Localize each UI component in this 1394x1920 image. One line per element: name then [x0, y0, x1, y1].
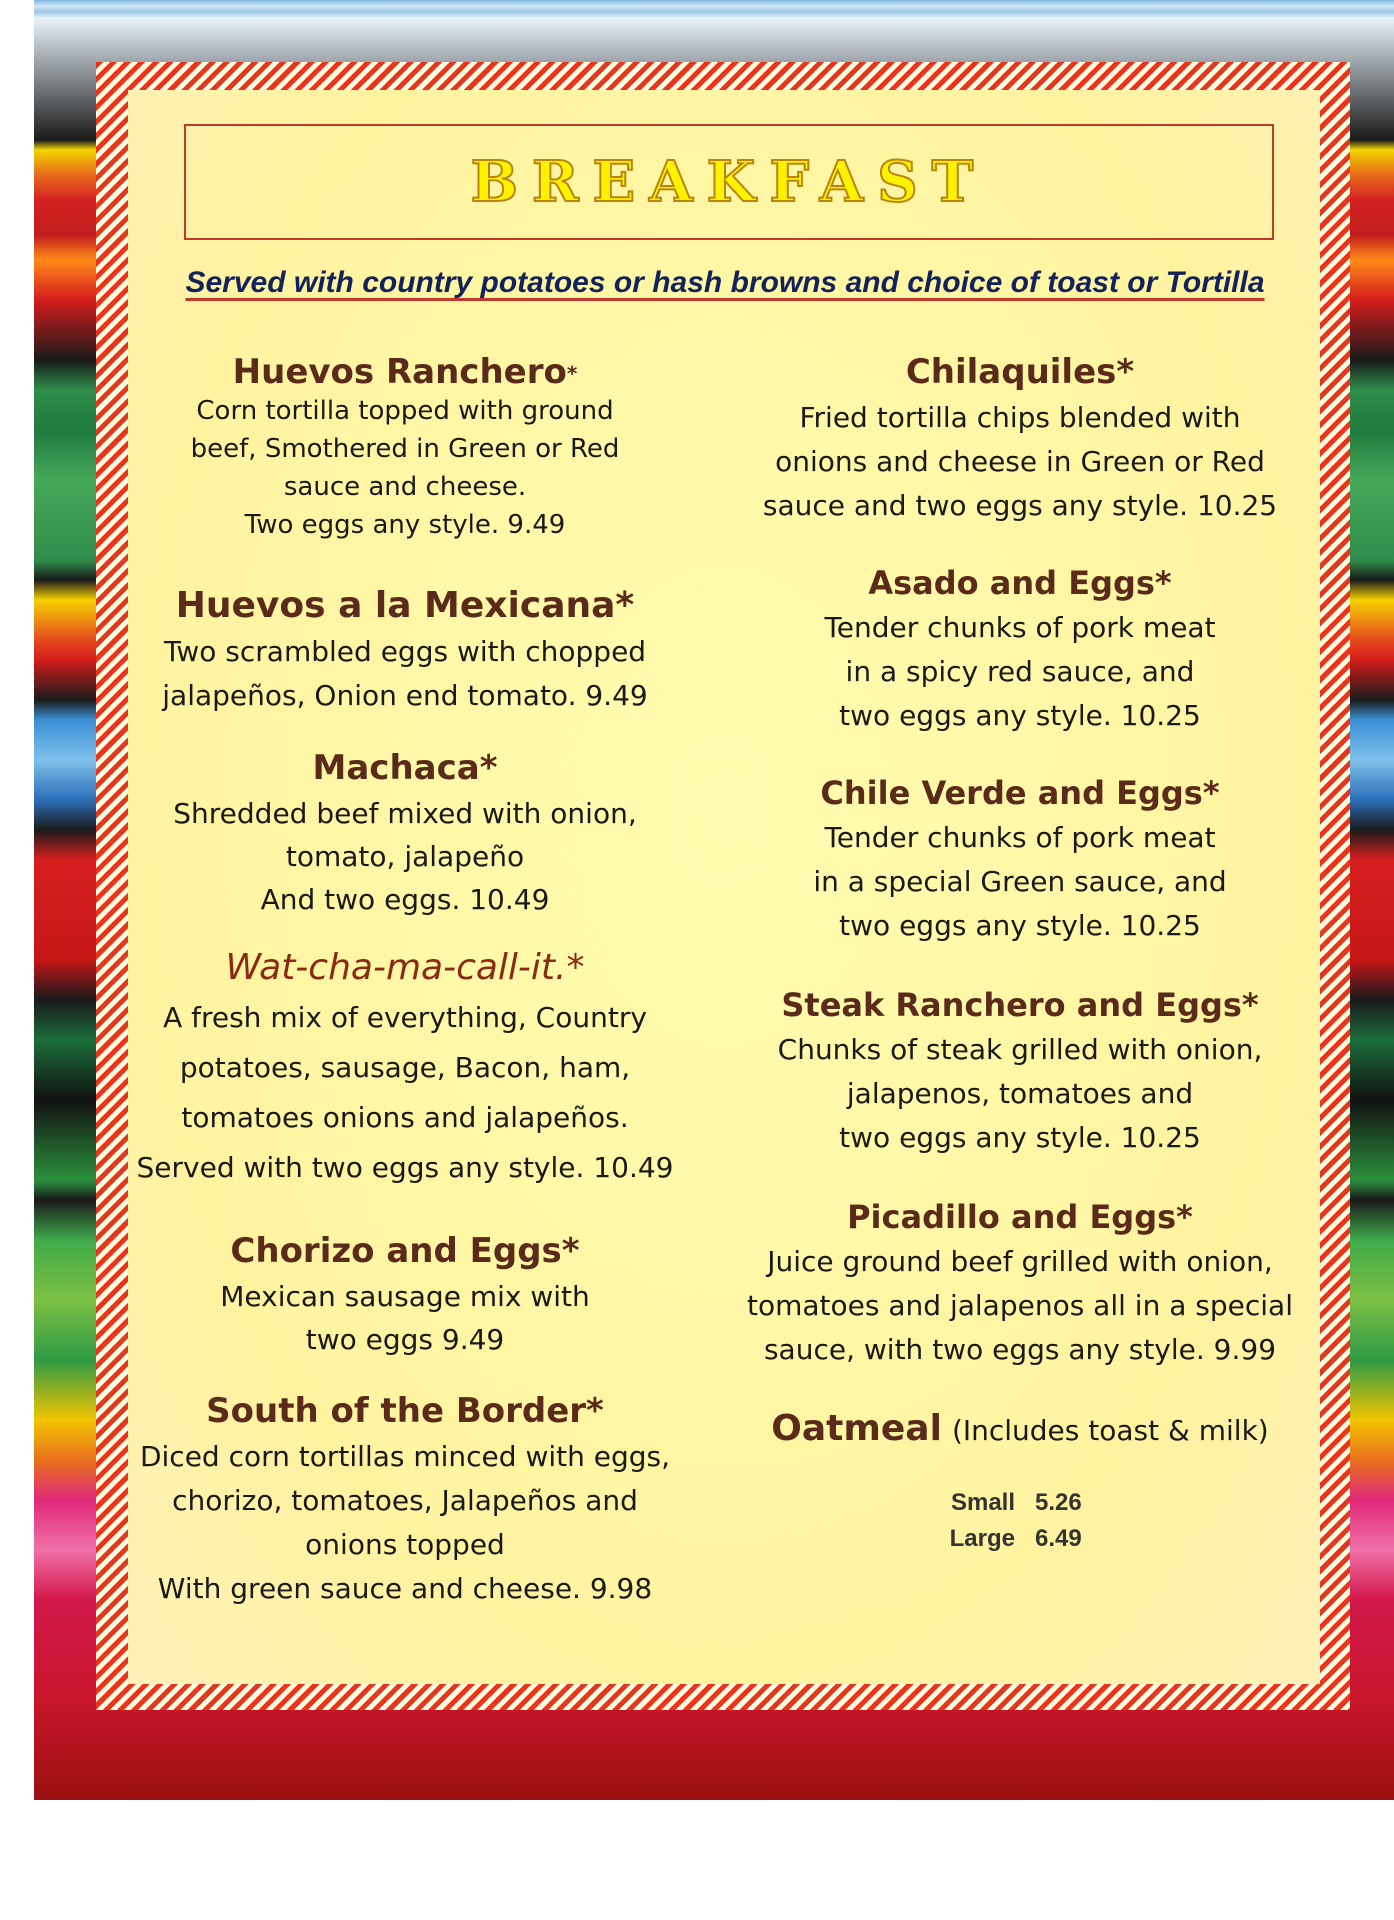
oatmeal-name: Oatmeal	[771, 1408, 942, 1449]
item-name: South of the Border*	[206, 1391, 604, 1431]
item-description: Chunks of steak grilled with onion,	[777, 1033, 1263, 1066]
menu-item	[130, 744, 680, 921]
left-column	[130, 352, 680, 1611]
item-description: Mexican sausage mix with	[220, 1280, 590, 1313]
size-label: Small	[950, 1489, 1015, 1516]
menu-item	[740, 560, 1300, 738]
item-description: in a spicy red sauce, and	[845, 655, 1195, 688]
item-description: two eggs 9.49	[305, 1323, 505, 1356]
item-description: Two eggs any style. 9.49	[244, 510, 566, 540]
item-name-star: *	[566, 361, 578, 386]
title-box	[184, 124, 1274, 240]
item-name: Huevos a la Mexicana*	[175, 585, 635, 626]
item-description: jalapeños, Onion end tomato. 9.49	[162, 679, 648, 712]
item-description: And two eggs. 10.49	[260, 883, 550, 916]
item-description: tomatoes onions and jalapeños.	[181, 1101, 629, 1134]
item-description: Served with two eggs any style. 10.49	[136, 1151, 674, 1184]
item-description: Tender chunks of pork meat	[824, 611, 1216, 644]
oatmeal-size-row	[740, 1521, 1300, 1557]
item-description: two eggs any style. 10.25	[839, 909, 1201, 942]
item-description: Fried tortilla chips blended with	[799, 401, 1241, 434]
oatmeal-note: (Includes toast & milk)	[951, 1414, 1269, 1447]
item-description: tomato, jalapeño	[285, 840, 525, 873]
size-price: 5.26	[1035, 1489, 1082, 1516]
item-description: two eggs any style. 10.25	[839, 699, 1201, 732]
menu-subtitle: Served with country potatoes or hash browns and choice of toast or Tortilla	[185, 266, 1265, 299]
oatmeal-sizes	[740, 1485, 1300, 1557]
item-name: Wat-cha-ma-call-it.*	[225, 947, 585, 988]
menu-item	[740, 982, 1300, 1160]
item-description: jalapenos, tomatoes and	[846, 1077, 1194, 1110]
item-description: Juice ground beef grilled with onion,	[767, 1245, 1273, 1278]
item-description: potatoes, sausage, Bacon, ham,	[179, 1051, 631, 1084]
size-label: Large	[949, 1525, 1015, 1552]
item-description: Diced corn tortillas minced with eggs,	[139, 1440, 671, 1473]
item-name: Chile Verde and Eggs*	[820, 774, 1220, 812]
item-description: sauce and two eggs any style. 10.25	[762, 489, 1278, 522]
item-description: onions topped	[305, 1528, 505, 1561]
item-description: With green sauce and cheese. 9.98	[157, 1572, 653, 1605]
item-name: Machaca*	[312, 748, 498, 788]
item-description: beef, Smothered in Green or Red	[190, 434, 620, 464]
size-price: 6.49	[1035, 1525, 1082, 1552]
item-description: sauce and cheese.	[283, 472, 527, 502]
menu-item	[740, 1194, 1300, 1372]
item-name: Chorizo and Eggs*	[230, 1231, 580, 1271]
right-column	[740, 348, 1300, 1557]
menu-item	[130, 1387, 680, 1611]
menu-item	[740, 770, 1300, 948]
item-name: Steak Ranchero and Eggs*	[781, 986, 1259, 1024]
oatmeal-size-row	[740, 1485, 1300, 1521]
menu-item	[740, 348, 1300, 528]
item-description: tomatoes and jalapenos all in a special	[747, 1289, 1293, 1322]
item-description: in a special Green sauce, and	[813, 865, 1227, 898]
item-name: Asado and Eggs*	[868, 564, 1172, 602]
item-name: Huevos Ranchero	[232, 352, 567, 392]
item-description: two eggs any style. 10.25	[839, 1121, 1201, 1154]
menu-item	[130, 1227, 680, 1361]
item-description: onions and cheese in Green or Red	[775, 445, 1265, 478]
menu-title: BREAKFAST	[470, 149, 988, 215]
item-description: Tender chunks of pork meat	[824, 821, 1216, 854]
item-name: Picadillo and Eggs*	[847, 1198, 1193, 1236]
menu-item	[130, 582, 680, 718]
item-description: A fresh mix of everything, Country	[163, 1001, 647, 1034]
item-description: chorizo, tomatoes, Jalapeños and	[172, 1484, 638, 1517]
item-name: Chilaquiles*	[905, 352, 1135, 392]
item-description: Two scrambled eggs with chopped	[163, 635, 647, 668]
oatmeal-item	[740, 1408, 1300, 1557]
menu-item	[130, 943, 680, 1193]
menu-item	[130, 352, 680, 544]
item-description: Corn tortilla topped with ground	[196, 396, 614, 426]
item-description: Shredded beef mixed with onion,	[173, 797, 637, 830]
item-description: sauce, with two eggs any style. 9.99	[763, 1333, 1277, 1366]
